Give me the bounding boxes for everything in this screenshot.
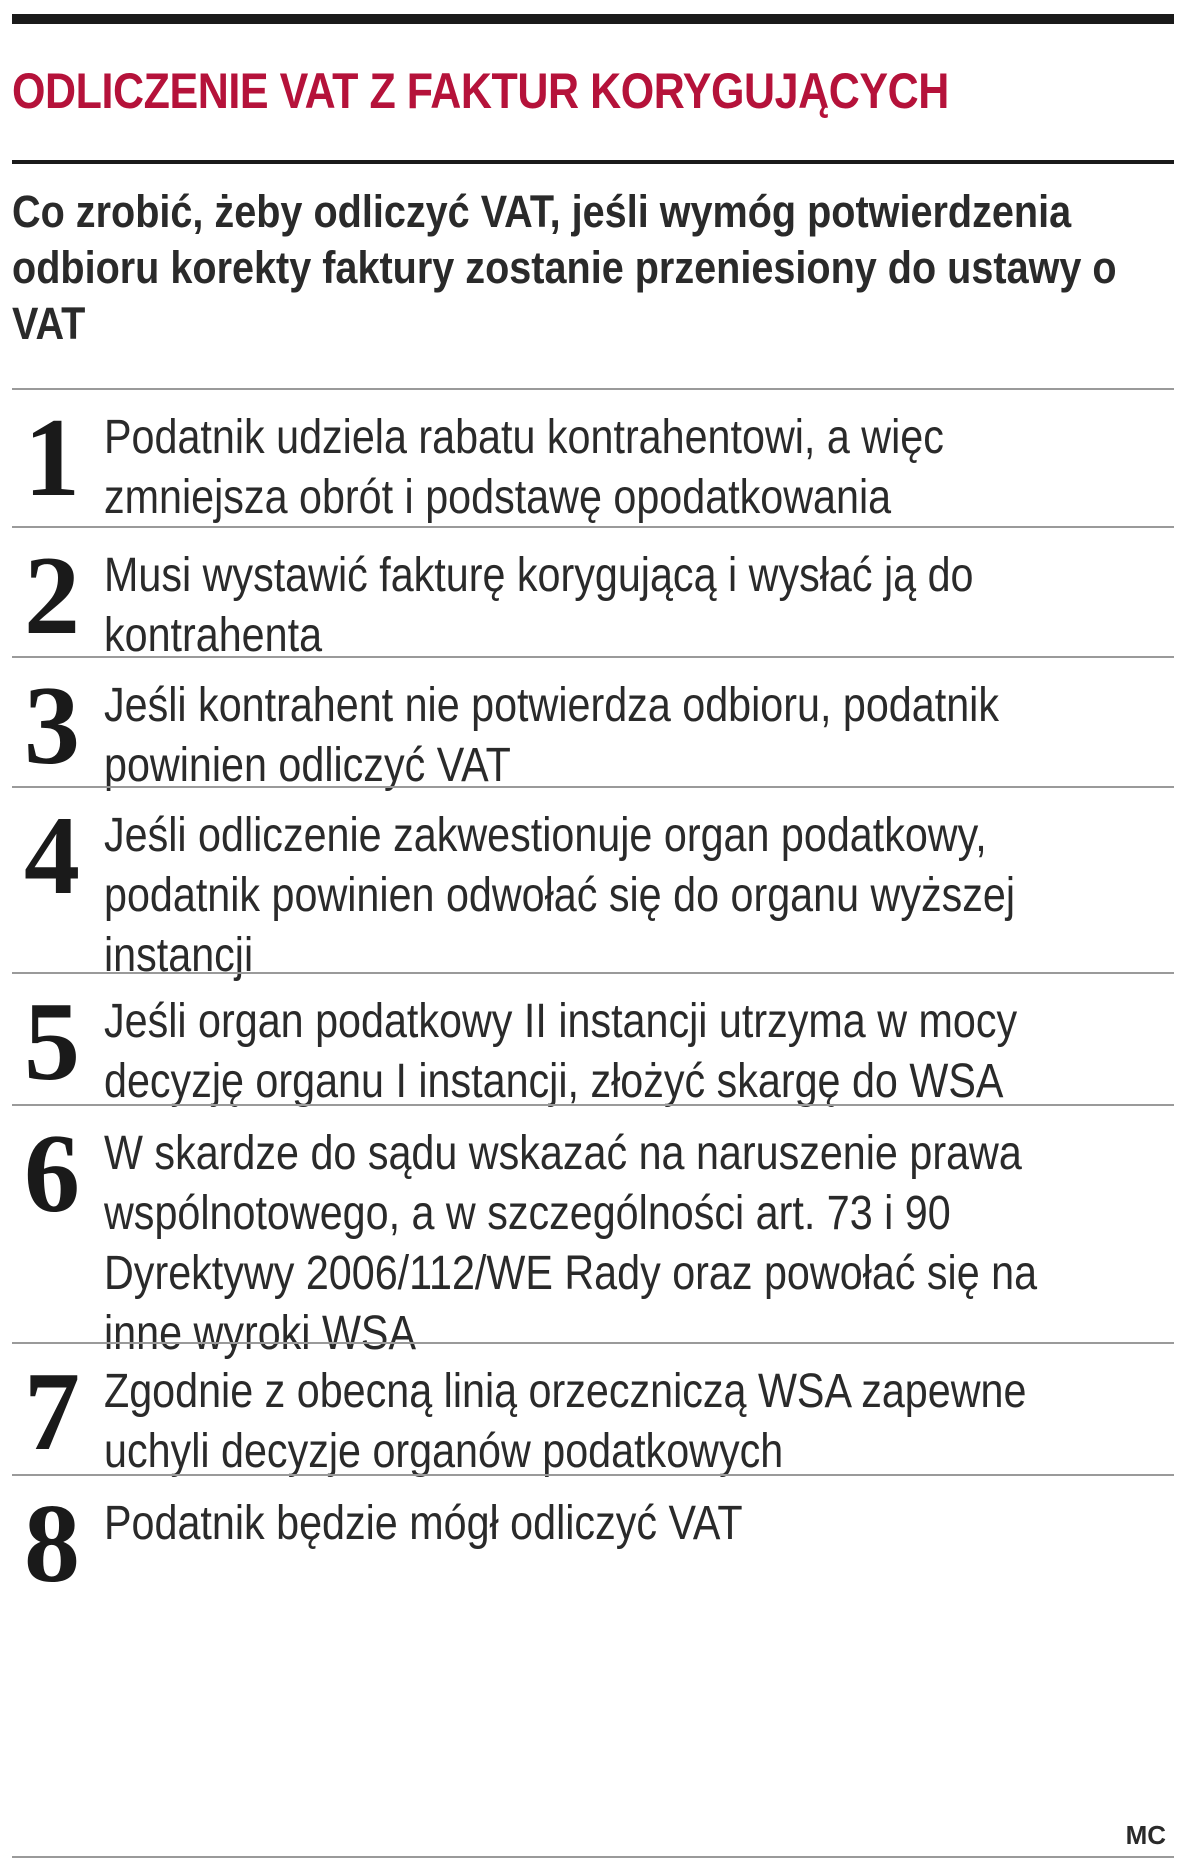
subtitle: Co zrobić, żeby odliczyć VAT, jeśli wymóg potwierdzenia odbioru korekty faktury zostanie przeniesiony do ustawy o VAT bbox=[12, 186, 1117, 349]
bottom-rule bbox=[12, 1856, 1174, 1858]
step-number: 1 bbox=[24, 396, 80, 520]
step-text: Jeśli odliczenie zakwestionuje organ podatkowy, podatnik powinien odwołać się do organu wyższej instancji bbox=[104, 809, 1016, 982]
step-text: Podatnik udziela rabatu kontrahentowi, a więc zmniejsza obrót i podstawę opodatkowania bbox=[104, 411, 944, 524]
author-credit: MC bbox=[1125, 1820, 1166, 1850]
step-text: Zgodnie z obecną linią orzeczniczą WSA zapewne uchyli decyzje organów podatkowych bbox=[104, 1365, 1027, 1478]
step-text: Jeśli kontrahent nie potwierdza odbioru, podatnik powinien odliczyć VAT bbox=[104, 679, 999, 792]
step-number: 2 bbox=[24, 534, 80, 658]
step-item bbox=[12, 1342, 1174, 1478]
step-item bbox=[12, 972, 1174, 1108]
step-number: 4 bbox=[24, 794, 80, 918]
step-item bbox=[12, 656, 1174, 792]
steps-list bbox=[12, 388, 1174, 1614]
step-text: Musi wystawić fakturę korygującą i wysłać ją do kontrahenta bbox=[104, 549, 974, 662]
step-number: 3 bbox=[24, 664, 80, 788]
step-number: 5 bbox=[24, 980, 80, 1104]
step-number: 6 bbox=[24, 1112, 80, 1236]
step-item bbox=[12, 1474, 1174, 1614]
step-text: Jeśli organ podatkowy II instancji utrzyma w mocy decyzję organu I instancji, złożyć skargę do WSA bbox=[104, 995, 1018, 1108]
title-divider bbox=[12, 160, 1174, 164]
step-number: 7 bbox=[24, 1350, 80, 1474]
step-item bbox=[12, 786, 1174, 982]
infographic bbox=[12, 0, 1174, 1869]
step-item bbox=[12, 388, 1174, 526]
page-title: ODLICZENIE VAT Z FAKTUR KORYGUJĄCYCH bbox=[12, 63, 949, 119]
top-rule bbox=[12, 14, 1174, 24]
step-text: Podatnik będzie mógł odliczyć VAT bbox=[104, 1497, 743, 1550]
step-item bbox=[12, 1104, 1174, 1360]
step-item bbox=[12, 526, 1174, 662]
step-text: W skardze do sądu wskazać na naruszenie prawa wspólnotowego, a w szczególności art. 73 i 90 Dyrektywy 2006/112/WE Rady oraz powołać się na inne wyroki WSA bbox=[104, 1127, 1038, 1360]
step-number: 8 bbox=[24, 1482, 80, 1606]
